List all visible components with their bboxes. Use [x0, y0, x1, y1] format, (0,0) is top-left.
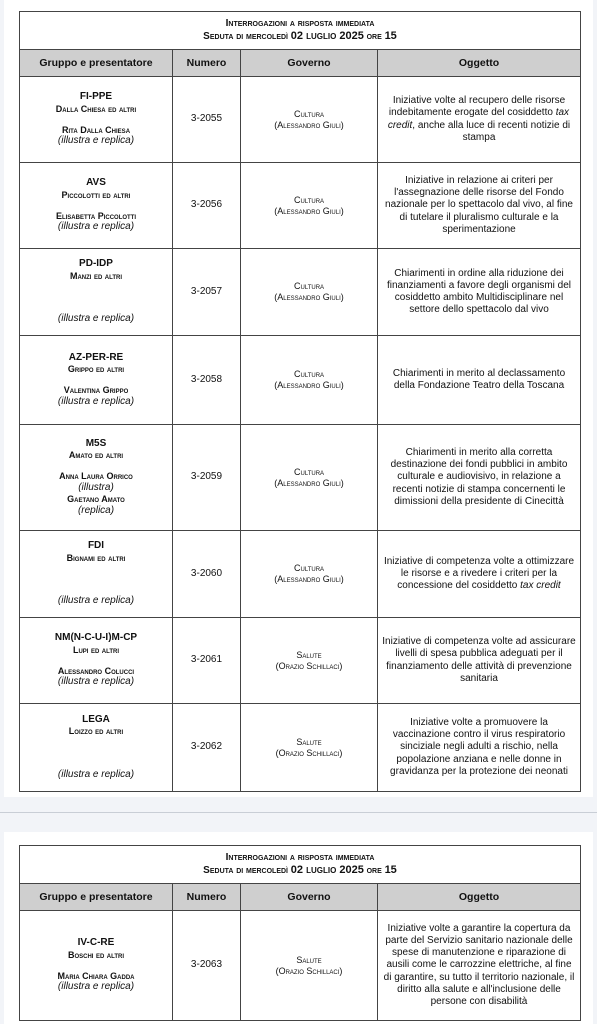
question-number: 3-2057	[173, 249, 241, 336]
ministry: Salute	[296, 736, 322, 747]
minister: (Orazio Schillaci)	[275, 965, 343, 976]
government-cell	[241, 336, 378, 425]
subject-cell: Chiarimenti in ordine alla riduzione dei finanziamenti a favore degli organismi del cosiddetto ambito Multidisciplinare nel settore dello spettacolo dal vivo	[378, 249, 581, 336]
presenter-name: Anna Laura Orrico	[59, 470, 133, 481]
presenter-role: (illustra e replica)	[57, 768, 135, 780]
first-signatory: Grippo ed altri	[67, 364, 125, 375]
subject-cell: Iniziative in relazione ai criteri per l'assegnazione delle risorse del Fondo nazionale per lo spettacolo dal vivo, al fine di tutelare il pluralismo culturale e la sperimentazione	[378, 163, 581, 249]
col-header-oggetto: Oggetto	[378, 50, 581, 77]
group-name: LEGA	[82, 713, 110, 725]
questions-table-page-1	[19, 11, 581, 792]
document-page-2	[4, 832, 593, 1024]
group-name: AVS	[86, 177, 106, 189]
subject-cell: Chiarimenti in merito al declassamento della Fondazione Teatro della Toscana	[378, 336, 581, 425]
group-name: AZ-PER-RE	[68, 351, 124, 363]
group-cell	[20, 911, 173, 1021]
table-row	[20, 336, 581, 425]
question-number: 3-2060	[173, 531, 241, 618]
presenter-name: Elisabetta Piccolotti	[55, 210, 137, 221]
question-number: 3-2059	[173, 425, 241, 531]
subject-italic: tax credit	[520, 580, 561, 592]
col-header-numero: Numero	[173, 884, 241, 911]
minister: (Alessandro Giuli)	[274, 380, 344, 390]
minister: (Alessandro Giuli)	[274, 205, 344, 216]
session-line	[24, 864, 576, 877]
minister: (Alessandro Giuli)	[274, 292, 344, 302]
group-cell	[20, 618, 173, 704]
page-separator	[0, 812, 597, 813]
ministry: Cultura	[293, 466, 325, 477]
col-header-gruppo: Gruppo e presentatore	[20, 50, 173, 77]
question-number: 3-2056	[173, 163, 241, 249]
group-cell	[20, 336, 173, 425]
first-signatory: Boschi ed altri	[67, 949, 125, 960]
government-cell	[241, 531, 378, 618]
minister: (Alessandro Giuli)	[274, 119, 344, 130]
subject-cell	[378, 531, 581, 618]
column-header-row	[20, 884, 581, 911]
session-date: 02 luglio 2025	[290, 863, 364, 876]
government-cell	[241, 77, 378, 163]
first-signatory: Amato ed altri	[68, 449, 124, 460]
minister: (Orazio Schillaci)	[275, 660, 343, 671]
first-signatory: Manzi ed altri	[69, 270, 123, 281]
table-row	[20, 531, 581, 618]
government-cell	[241, 911, 378, 1021]
subject-text: Iniziative volte al recupero delle risorse indebitamente erogate del cosiddetto	[388, 95, 566, 119]
presenter-name: Rita Dalla Chiesa	[61, 124, 131, 135]
ministry: Cultura	[293, 563, 325, 574]
presenter-name: Valentina Grippo	[63, 385, 129, 395]
title-line: Interrogazioni a risposta immediata	[225, 17, 375, 29]
document-page-1	[4, 0, 593, 797]
session-hour: 15	[384, 863, 397, 876]
presenter-name: Alessandro Colucci	[57, 665, 135, 676]
presenter-2-name: Gaetano Amato	[67, 494, 125, 505]
question-number: 3-2063	[173, 911, 241, 1021]
group-name: M5S	[85, 437, 107, 449]
question-number: 3-2061	[173, 618, 241, 704]
subject-italic: tax credit	[387, 107, 570, 131]
col-header-oggetto: Oggetto	[378, 884, 581, 911]
question-number: 3-2062	[173, 704, 241, 792]
session-label: Seduta di mercoledì	[203, 864, 288, 876]
minister: (Orazio Schillaci)	[275, 747, 343, 758]
government-cell	[241, 163, 378, 249]
subject-text-end: , anche alla luce di recenti notizie di stampa	[412, 119, 571, 143]
col-header-numero: Numero	[173, 50, 241, 77]
group-cell	[20, 704, 173, 792]
group-name: NM(N-C-U-I)M-CP	[54, 632, 138, 644]
first-signatory: Piccolotti ed altri	[61, 189, 131, 200]
presenter-role: (illustra e replica)	[57, 595, 135, 607]
presenter-role: (illustra e replica)	[57, 313, 135, 325]
subject-cell: Iniziative di competenza volte ad assicurare livelli di spesa pubblica adeguati per il finanziamento delle attività di prevenzione sanitaria	[378, 618, 581, 704]
government-cell	[241, 425, 378, 531]
subject-cell: Chiarimenti in merito alla corretta destinazione dei fondi pubblici in ambito culturale e audiovisivo, in relazione a recenti notizie di stampa concernenti le dimissioni della presidente di Cinecittà	[378, 425, 581, 531]
session-ore-label: ore	[366, 864, 382, 876]
ministry: Cultura	[293, 194, 325, 205]
presenter-role: (illustra e replica)	[57, 395, 135, 407]
subject-cell: Iniziative volte a garantire la copertura da parte del Servizio sanitario nazionale delle spese di manutenzione e riparazione di ausili come le carrozzine elettriche, al fine di garantire, su tutto il territorio nazionale, il diritto alla salute e all'inclusione delle persone con disabilità	[378, 911, 581, 1021]
first-signatory: Lupi ed altri	[72, 644, 120, 655]
question-number: 3-2058	[173, 336, 241, 425]
ministry: Salute	[296, 954, 322, 965]
presenter-role: (illustra e replica)	[57, 135, 135, 147]
group-cell	[20, 249, 173, 336]
ministry: Salute	[296, 649, 322, 660]
question-number: 3-2055	[173, 77, 241, 163]
presenter-2-role: (replica)	[77, 505, 115, 517]
group-name: FDI	[87, 540, 105, 552]
ministry: Cultura	[293, 108, 325, 119]
table-row	[20, 163, 581, 249]
table-row	[20, 249, 581, 336]
col-header-governo: Governo	[241, 884, 378, 911]
group-name: FI-PPE	[79, 91, 113, 103]
ministry: Cultura	[293, 281, 325, 292]
col-header-gruppo: Gruppo e presentatore	[20, 884, 173, 911]
presenter-role: (illustra)	[78, 481, 114, 493]
table-row	[20, 77, 581, 163]
group-name: IV-C-RE	[77, 937, 115, 949]
presenter-name: Maria Chiara Gadda	[57, 970, 135, 981]
subject-cell	[378, 77, 581, 163]
session-label: Seduta di mercoledì	[203, 30, 288, 42]
session-ore-label: ore	[366, 30, 382, 42]
ministry: Cultura	[293, 369, 325, 380]
minister: (Alessandro Giuli)	[274, 477, 344, 488]
questions-table-page-2	[19, 845, 581, 1021]
government-cell	[241, 618, 378, 704]
government-cell	[241, 704, 378, 792]
presenter-role: (illustra e replica)	[57, 676, 135, 688]
session-line	[24, 30, 576, 43]
table-title	[20, 846, 581, 884]
column-header-row	[20, 50, 581, 77]
table-row	[20, 618, 581, 704]
subject-text: Iniziative di competenza volte a ottimizzare le risorse e a rivedere i criteri per la concessione del cosiddetto	[383, 555, 575, 592]
session-hour: 15	[384, 29, 397, 42]
session-date: 02 luglio 2025	[290, 29, 364, 42]
group-cell	[20, 531, 173, 618]
subject-cell: Iniziative volte a promuovere la vaccinazione contro il virus respiratorio sinciziale negli adulti a rischio, nella popolazione anziana e nelle donne in gravidanza per la protezione dei neonati	[378, 704, 581, 792]
group-cell	[20, 163, 173, 249]
group-name: PD-IDP	[79, 258, 113, 270]
presenter-role: (illustra e replica)	[57, 981, 135, 993]
government-cell	[241, 249, 378, 336]
group-cell	[20, 77, 173, 163]
table-row	[20, 911, 581, 1021]
table-row	[20, 425, 581, 531]
col-header-governo: Governo	[241, 50, 378, 77]
title-line: Interrogazioni a risposta immediata	[225, 851, 375, 863]
first-signatory: Dalla Chiesa ed altri	[55, 103, 137, 114]
table-title	[20, 12, 581, 50]
group-cell	[20, 425, 173, 531]
minister: (Alessandro Giuli)	[274, 574, 344, 584]
first-signatory: Bignami ed altri	[66, 552, 126, 563]
table-row	[20, 704, 581, 792]
presenter-role: (illustra e replica)	[57, 221, 135, 233]
first-signatory: Loizzo ed altri	[68, 726, 124, 737]
